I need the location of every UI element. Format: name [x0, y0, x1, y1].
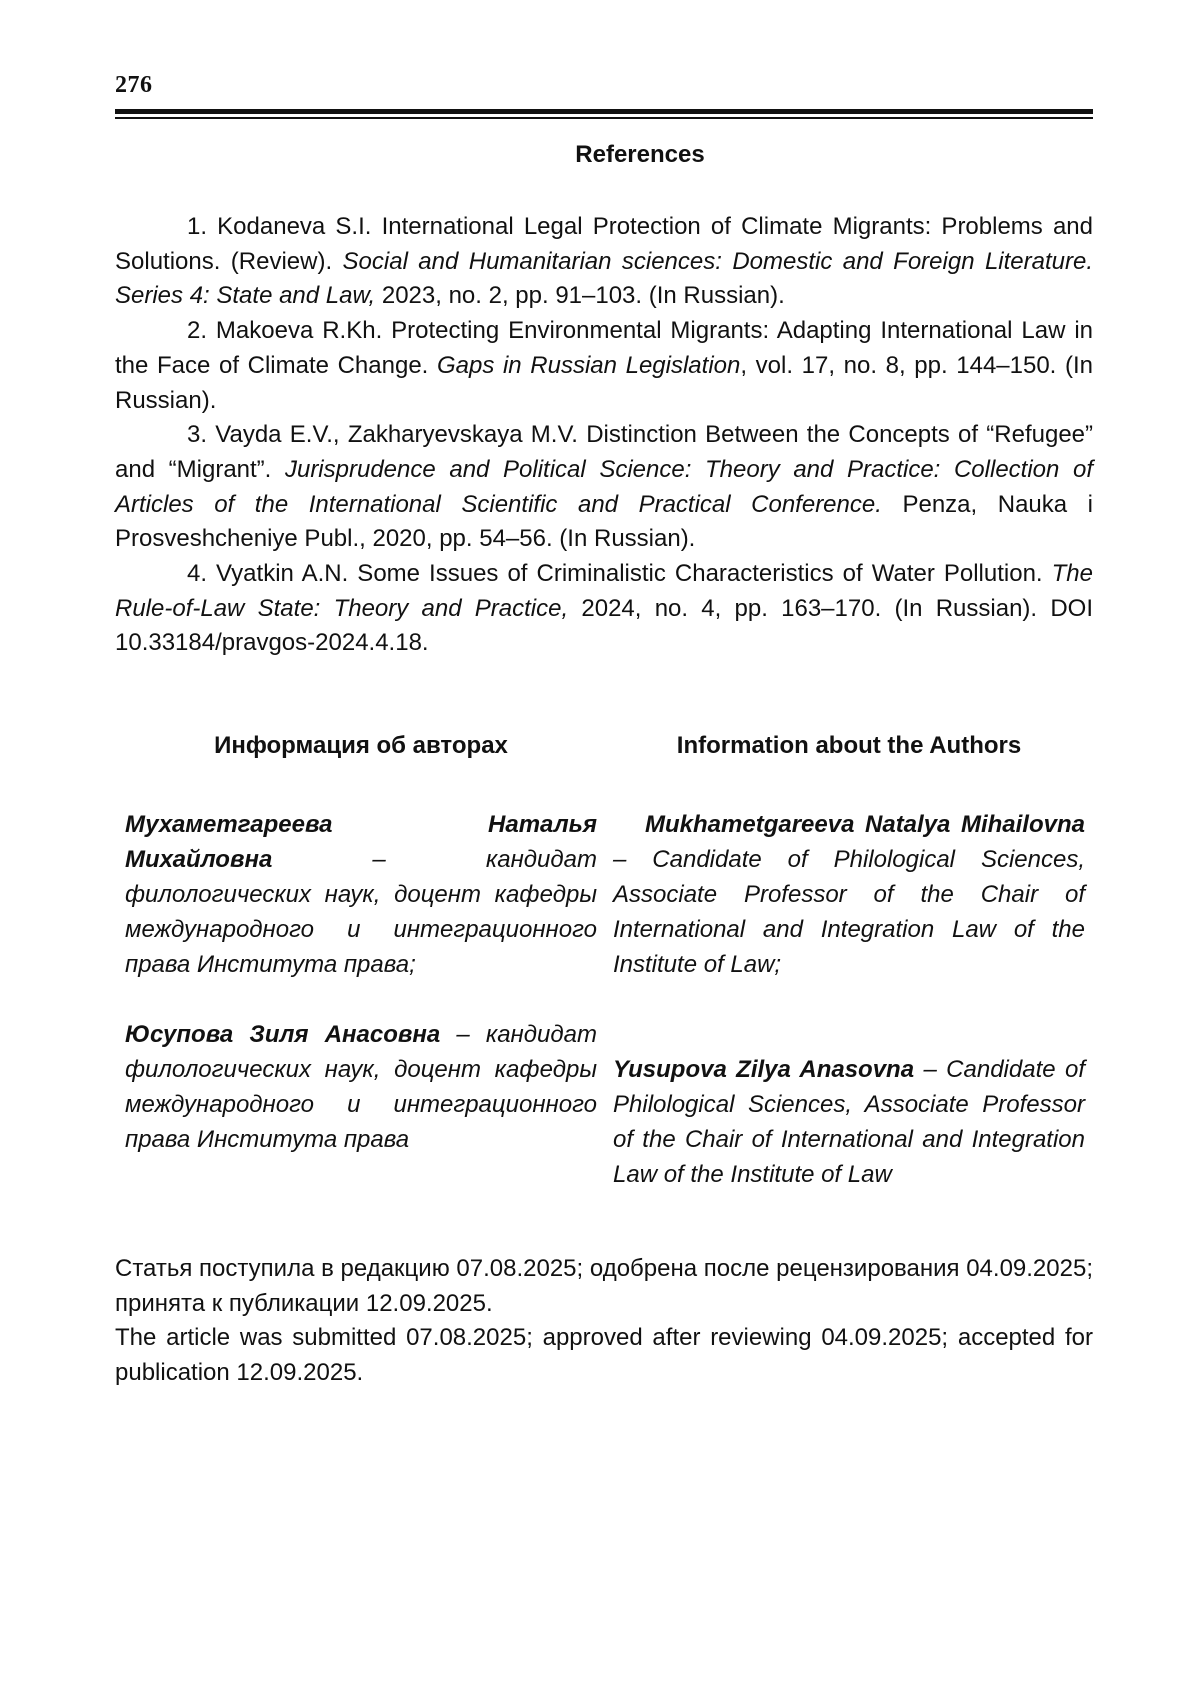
reference-source: The Rule-of-Law State: Theory and Practice, [115, 560, 1093, 622]
reference-lead: 1. Kodaneva S.I. International Legal Protection of Climate Migrants: Problems and Solutions. (Review). [115, 213, 1093, 275]
reference-item [115, 418, 1093, 557]
header-rule-thin [115, 117, 1093, 119]
authors-column-en [613, 728, 1085, 1192]
reference-item [115, 210, 1093, 314]
author-name: Mukhametgareeva Natalya Mihailovna [645, 811, 1085, 838]
references-list [115, 210, 1093, 661]
author-entry-en [613, 1052, 1085, 1192]
author-entry-en [613, 807, 1085, 982]
article-dates-en: The article was submitted 07.08.2025; approved after reviewing 04.09.2025; accepted for publication 12.09.2025. [115, 1324, 1093, 1386]
authors-column-ru [125, 728, 597, 1157]
author-description: – кандидат филологических наук, доцент кафедры международного и интеграционного права Института права; [125, 846, 597, 978]
author-entry-ru [125, 807, 597, 982]
reference-tail: 2023, no. 2, pp. 91–103. (In Russian). [375, 282, 785, 310]
author-description: – Candidate of Philological Sciences, Associate Professor of the Chair of International and Integration Law of the Institute of Law; [613, 846, 1085, 978]
spacer [125, 982, 597, 1017]
author-name: Yusupova Zilya Anasovna [613, 1056, 915, 1083]
reference-lead: 2. Makoeva R.Kh. Protecting Environmental Migrants: Adapting International Law in the Face of Climate Change. [115, 317, 1093, 379]
author-name: Юсупова Зиля Анасовна [125, 1021, 441, 1048]
reference-source: Jurisprudence and Political Science: Theory and Practice: Collection of Articles of the International Scientific and Practical Conference. [115, 455, 1093, 518]
article-dates [115, 1252, 1093, 1390]
reference-lead: 3. Vayda E.V., Zakharyevskaya M.V. Distinction Between the Concepts of “Refugee” and “Migrant”. [115, 421, 1093, 483]
author-description: – кандидат филологических наук, доцент кафедры международного и интеграционного права Института права [125, 1021, 597, 1153]
author-name: Мухаметгареева Наталья Михайловна [125, 811, 597, 873]
reference-tail: , vol. 17, no. 8, pp. 144–150. (In Russian). [115, 351, 1093, 414]
reference-tail: 2024, no. 4, pp. 163–170. (In Russian). DOI 10.33184/pravgos-2024.4.18. [115, 594, 1093, 657]
author-entry-ru [125, 1017, 597, 1157]
reference-source: Gaps in Russian Legislation [436, 351, 741, 379]
journal-page [115, 0, 1093, 1697]
reference-source: Social and Humanitarian sciences: Domestic and Foreign Literature. Series 4: State and Law, [115, 247, 1094, 310]
reference-lead: 4. Vyatkin A.N. Some Issues of Criminalistic Characteristics of Water Pollution. [187, 560, 1052, 588]
author-description: – Candidate of Philological Sciences, Associate Professor of the Chair of International and Integration Law of the Institute of Law [613, 1056, 1086, 1188]
article-dates-ru: Статья поступила в редакцию 07.08.2025; одобрена после рецензирования 04.09.2025; принята к публикации 12.09.2025. [115, 1255, 1093, 1317]
spacer [613, 982, 1085, 1052]
reference-tail: Penza, Nauka i Prosveshcheniye Publ., 2020, pp. 54–56. (In Russian). [115, 490, 1093, 553]
reference-item [115, 557, 1093, 661]
authors-heading-ru: Информация об авторах [214, 732, 508, 759]
reference-item [115, 314, 1093, 418]
authors-heading-en: Information about the Authors [676, 732, 1022, 759]
references-title: References [575, 141, 705, 168]
header-rule-thick [115, 109, 1093, 114]
page-number: 276 [115, 72, 153, 98]
